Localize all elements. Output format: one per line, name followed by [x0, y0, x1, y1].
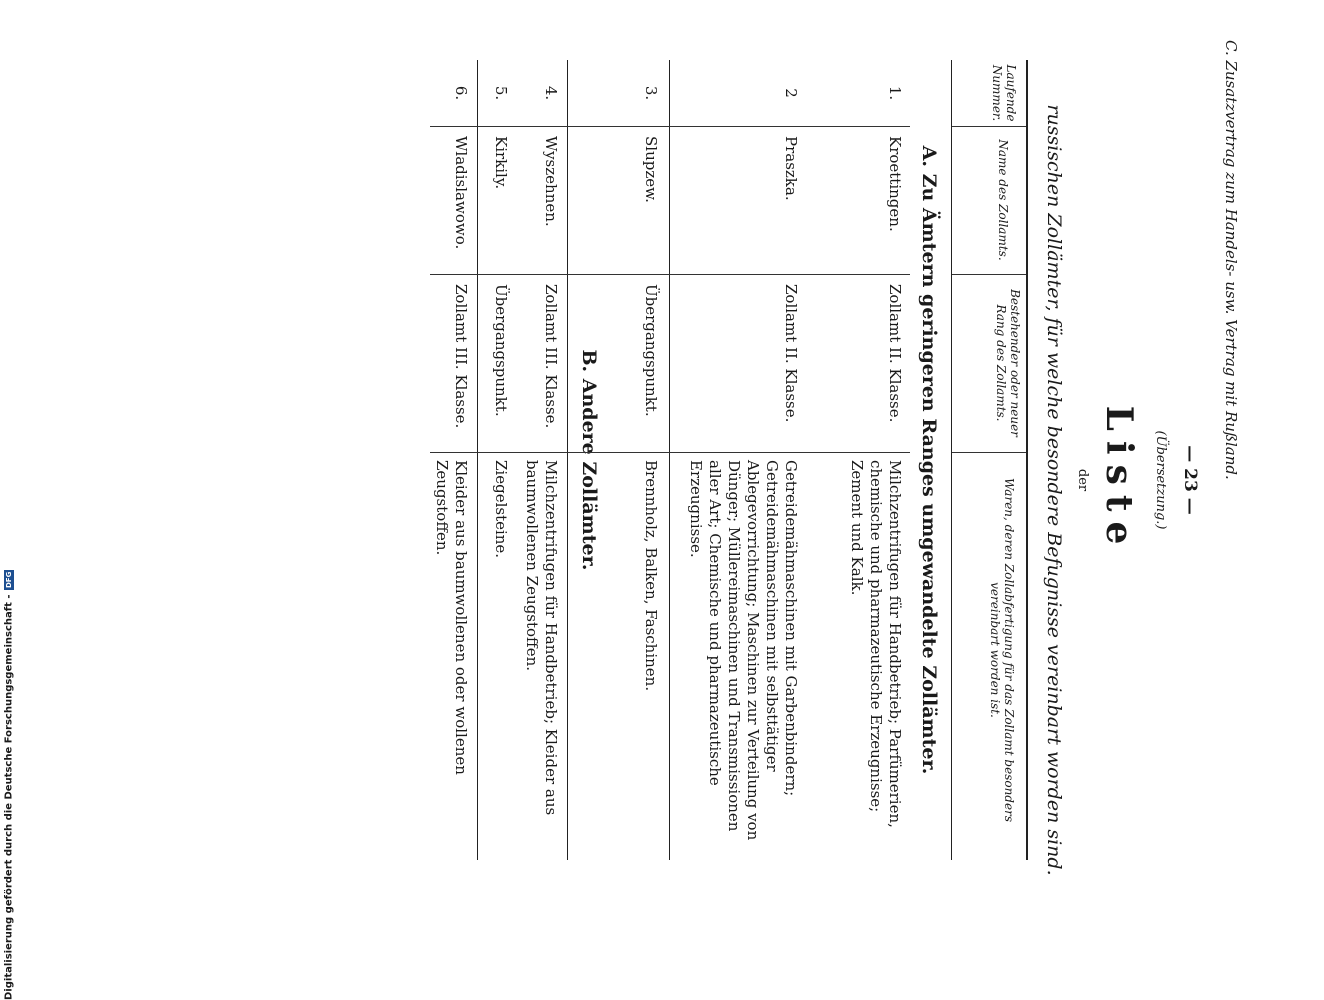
- row-number: 3.: [642, 85, 660, 101]
- column-divider: [430, 274, 910, 275]
- translation-note: (Übersetzung.): [1153, 430, 1168, 530]
- section-b-heading: B. Andere Zollämter.: [578, 349, 600, 571]
- page-number: — 23 —: [1180, 445, 1200, 515]
- header-rank: Bestehender oder neuer Rang des Zollamts.: [994, 289, 1022, 437]
- row-office-rank: Zollamt II. Klasse.: [886, 284, 904, 423]
- title-connector: der: [1075, 468, 1090, 492]
- row-goods: Ziegelsteine.: [492, 460, 510, 559]
- row-goods: Kleider aus baumwollenen oder wollenen Zeugstoffen.: [433, 460, 470, 775]
- row-office-name: Wladislawowo.: [452, 136, 470, 250]
- row-goods: Milchzentrifugen für Handbetrieb; Kleider aus baumwollenen Zeugstoffen.: [523, 460, 560, 816]
- section-a-heading: A. Zu Ämtern geringeren Ranges umgewandelte Zollämter.: [918, 145, 940, 775]
- page-title: Liste: [1098, 405, 1140, 555]
- row-office-name: Kirkily.: [492, 136, 510, 190]
- document-page: [200, 40, 1240, 920]
- column-divider: [430, 126, 910, 127]
- column-divider: [952, 274, 1026, 275]
- dfg-credit: [0, 572, 18, 1000]
- row-office-rank: Zollamt III. Klasse.: [542, 284, 560, 429]
- column-divider: [430, 452, 910, 453]
- table-header-rule: [951, 60, 952, 860]
- row-separator: [477, 60, 478, 860]
- row-office-rank: Übergangspunkt.: [642, 284, 660, 417]
- row-number: 1.: [886, 85, 904, 101]
- page-subtitle: russischen Zollämter, für welche besondere Befugnisse vereinbart worden sind.: [1043, 104, 1065, 876]
- row-office-rank: Übergangspunkt.: [492, 284, 510, 417]
- row-number: 2: [782, 88, 800, 98]
- row-number: 4.: [542, 85, 560, 101]
- column-divider: [952, 452, 1026, 453]
- header-goods: Waren, deren Zollabfertigung für das Zollamt besonders vereinbart worden ist.: [988, 478, 1016, 822]
- running-head: C. Zusatzvertrag zum Handels- usw. Vertrag mit Rußland.: [1222, 40, 1240, 480]
- table-top-rule: [1026, 60, 1028, 860]
- header-name: Name des Zollamts.: [996, 139, 1010, 261]
- dfg-logo: DFG: [5, 572, 13, 589]
- row-office-name: Kroettingen.: [886, 136, 904, 232]
- row-number: 6.: [452, 85, 470, 101]
- row-goods: Milchzentrifugen für Handbetrieb; Parfümerien, chemische und pharmazeutische Erzeugnisse; Zement und Kalk.: [848, 460, 904, 828]
- row-office-rank: Zollamt II. Klasse.: [782, 284, 800, 423]
- row-separator: [567, 60, 568, 860]
- row-goods: Getreidemähmaschinen mit Garbenbindern; Getreidemähmaschinen mit selbsttätiger Ablegevorrichtung; Maschinen zur Verteilung von Dünger; Müllereimaschinen und Transmissionen aller Art; Chemische und pharmazeutische Erzeugnisse.: [687, 460, 800, 841]
- row-office-name: Wyszehnen.: [542, 136, 560, 227]
- row-separator: [669, 60, 670, 860]
- row-goods: Brennholz, Balken, Faschinen.: [642, 460, 660, 692]
- header-number: Laufende Nummer.: [990, 64, 1018, 122]
- row-number: 5.: [492, 85, 510, 101]
- row-office-rank: Zollamt III. Klasse.: [452, 284, 470, 429]
- row-office-name: Praszka.: [782, 136, 800, 201]
- row-office-name: Slupzew.: [642, 136, 660, 203]
- column-divider: [952, 126, 1026, 127]
- dfg-credit-text: Digitalisierung gefördert durch die Deutsche Forschungsgemeinschaft -: [3, 594, 15, 1000]
